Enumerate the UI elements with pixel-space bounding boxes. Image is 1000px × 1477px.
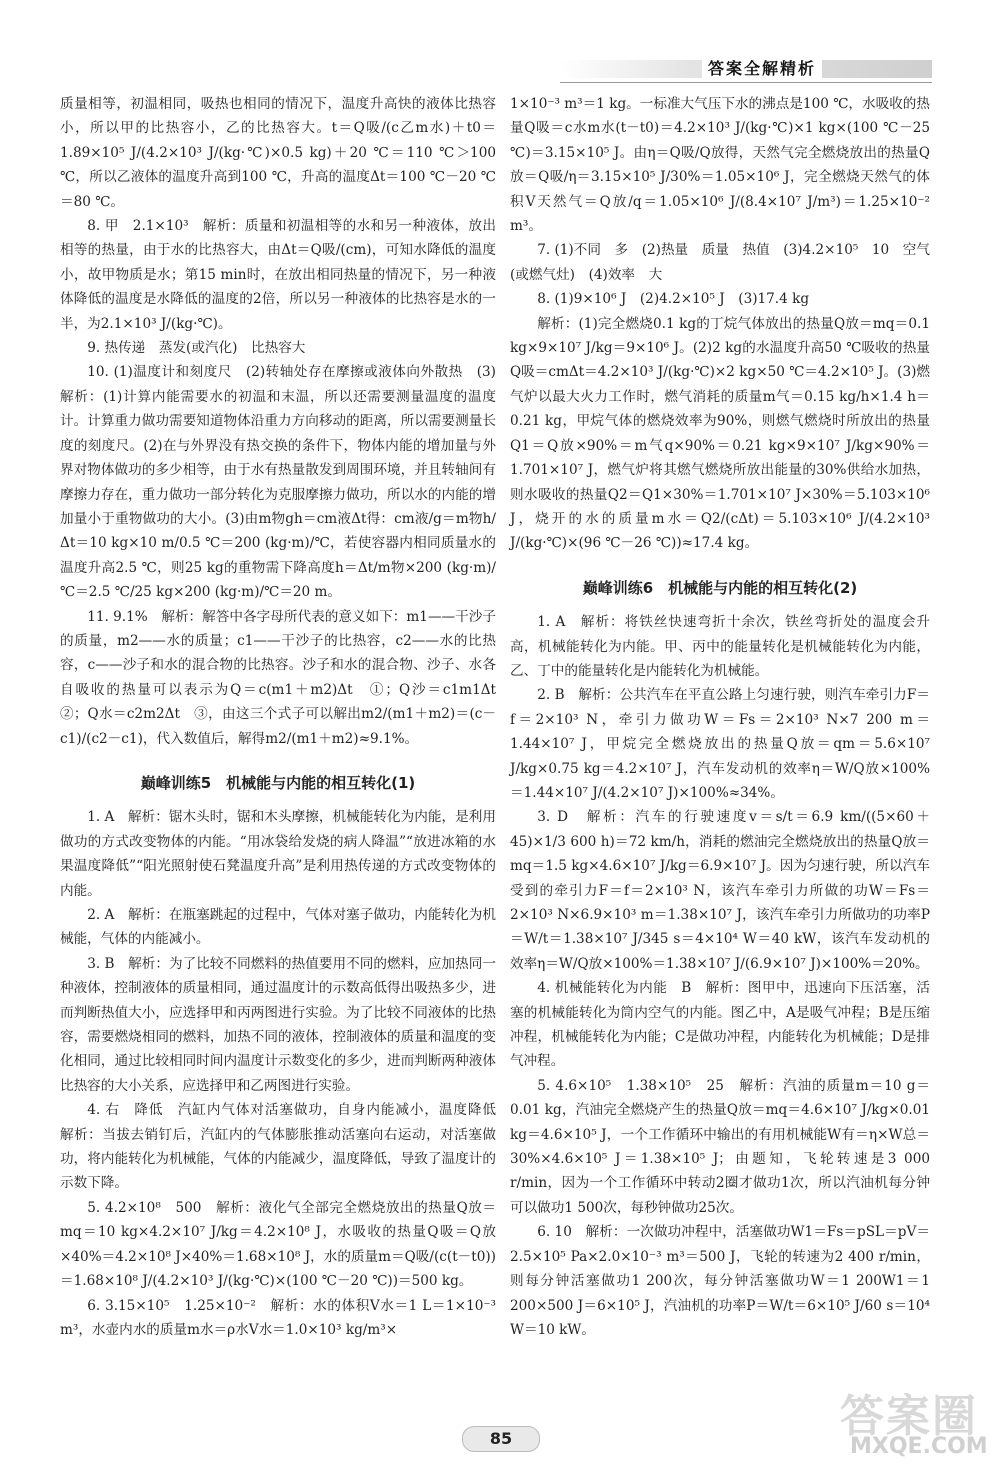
section-paragraph: 3. B 解析：为了比较不同燃料的热值要用不同的燃料，应加热同一种液体，控制液体的质量相同，通过温度计的示数高低得出吸热多少，进而判断热值大小，应选择甲和丙两图进行实验。为了比较不同液体的比热容，需要燃烧相同的燃料，加热不同的液体，控制液体的质量和温度的变化相同，通过比较相同时间内温度计示数变化的多少，进而判断两种液体比热容的大小关系，应选择甲和乙两图进行实验。: [60, 955, 496, 1094]
section-paragraph: 5. 4.6×10⁵ 1.38×10⁵ 25 解析：汽油的质量m＝10 g＝0.01 kg，汽油完全燃烧产生的热量Q放＝mq＝4.6×10⁷ J/kg×0.01 kg＝4.6×10⁵ J，一个工作循环中输出的有用机械能W有＝η×W总＝30%×4.6×10⁵ J＝1.38×10⁵ J；由题知，飞轮转速是3 000 r/min，因为一个工作循环中转动2圈才做功1次，所以汽油机每分钟可以做功1 500次，每秒钟做功25次。: [510, 1077, 930, 1216]
section-paragraph: 6. 10 解析：一次做功冲程中，活塞做功W1＝Fs＝pSL＝pV＝2.5×10⁵ Pa×2.0×10⁻³ m³＝500 J，飞轮的转速为2 400 r/min，则每分钟活塞做功1 200次，每分钟活塞做功W＝1 200W1＝1 200×500 J＝6×10⁵ J，汽油机的功率P＝W/t＝6×10⁵ J/60 s＝10⁴ W＝10 kW。: [510, 1224, 930, 1338]
section-paragraph: 3. D 解析：汽车的行驶速度v＝s/t＝6.9 km/((5×60＋45)×1/3 600 h)＝72 km/h，消耗的燃油完全燃烧放出的热量Q放＝mq＝1.5 kg×4.6×10⁷ J/kg＝6.9×10⁷ J。因为匀速行驶，所以汽车受到的牵引力F＝f＝2×10³ N，该汽车牵引力所做的功W＝Fs＝2×10³ N×6.9×10³ m＝1.38×10⁷ J，该汽车牵引力所做功的功率P＝W/t＝1.38×10⁷ J/345 s＝4×10⁴ W＝40 kW，该汽车发动机的效率η＝W/Q放×100%＝1.38×10⁷ J/(6.9×10⁷ J)×100%＝20%。: [510, 809, 930, 972]
section-paragraph: 1. A 解析：锯木头时，锯和木头摩擦，机械能转化为内能，是利用做功的方式改变物体的内能。“用冰袋给发烧的病人降温”“放进冰箱的水果温度降低”“阳光照射使石凳温度升高”是利用热传递的方式改变物体的内能。: [60, 809, 496, 899]
left-paragraph: 10. (1)温度计和刻度尺 (2)转轴处存在摩擦或液体向外散热 (3) 解析：(1)计算内能需要水的初温和末温，所以还需要测量温度的温度计。计算重力做功需要知道物体沿重力方向移动的距离，所以需要测量长度的刻度尺。(2)在与外界没有热交换的条件下，物体内能的增加量与外界对物体做功的多少相等，由于水有热量散发到周围环境，并且转轴间有摩擦力存在，重力做功一部分转化为克服摩擦力做功，所以水的内能的增加量小于重物做功的大小。(3)由m物gh＝cm液Δt得：cm液/g＝m物h/Δt＝10 kg×10 m/0.5 ℃＝200 (kg·m)/℃，若使容器内相同质量水的温度升高2.5 ℃，则25 kg的重物需下降高度h＝Δt/m物×200 (kg·m)/℃＝2.5 ℃/25 kg×200 (kg·m)/℃＝20 m。: [60, 364, 510, 601]
watermark-url: MXQE.COM: [850, 1434, 988, 1459]
page-number: 85: [462, 1426, 540, 1452]
header-title: 答案全解精析: [702, 56, 822, 79]
section-title: 巅峰训练6 机械能与内能的相互转化(2): [582, 578, 858, 597]
section-paragraph: 4. 右 降低 汽缸内气体对活塞做功，自身内能减小，温度降低 解析：当拔去销钉后，汽缸内的气体膨胀推动活塞向右运动，对活塞做功，将内能转化为机械能，气体的内能减少，温度降低，导致了温度计的示数下降。: [60, 1102, 510, 1192]
section-paragraph: 4. 机械能转化为内能 B 解析：图甲中，迅速向下压活塞，活塞的机械能转化为筒内空气的内能。图乙中，A是吸气冲程；B是压缩冲程，机械能转化为内能；C是做功冲程，内能转化为机械能；D是排气冲程。: [510, 980, 930, 1070]
section-paragraph: 2. B 解析：公共汽车在平直公路上匀速行驶，则汽车牵引力F＝f＝2×10³ N，牵引力做功W＝Fs＝2×10³ N×7 200 m＝1.44×10⁷ J，甲烷完全燃烧放出的热量Q放＝qm＝5.6×10⁷ J/kg×0.75 kg＝4.2×10⁷ J，汽车发动机的效率η＝W/Q放×100%＝1.44×10⁷ J/(4.2×10⁷ J)×100%≈34%。: [510, 687, 930, 801]
section-paragraph: 2. A 解析：在瓶塞跳起的过程中，气体对塞子做功，内能转化为机械能，气体的内能减小。: [60, 907, 496, 948]
right-column: [510, 92, 930, 1342]
right-paragraph: 1×10⁻³ m³＝1 kg。一标准大气压下水的沸点是100 ℃，水吸收的热量Q吸＝c水m水(t－t0)＝4.2×10³ J/(kg·℃)×1 kg×(100 ℃－25 ℃)＝3.15×10⁵ J。由η＝Q吸/Q放得，天然气完全燃烧放出的热量Q放＝Q吸/η＝3.15×10⁵ J/30%＝1.05×10⁶ J，完全燃烧天然气的体积V天然气＝Q放/q＝1.05×10⁶ J/(8.4×10⁷ J/m³)＝1.25×10⁻² m³。: [510, 96, 930, 235]
left-paragraph: 9. 热传递 蒸发(或汽化) 比热容大: [87, 340, 306, 357]
section-paragraph: 1. A 解析：将铁丝快速弯折十余次，铁丝弯折处的温度会升高，机械能转化为内能。甲、丙中的能量转化是机械能转化为内能，乙、丁中的能量转化是内能转化为机械能。: [510, 614, 930, 679]
section-paragraph: 5. 4.2×10⁸ 500 解析：液化气全部完全燃烧放出的热量Q放＝mq＝10 kg×4.2×10⁷ J/kg＝4.2×10⁸ J，水吸收的热量Q吸＝Q放×40%＝4.2×10⁸ J×40%＝1.68×10⁸ J，水的质量m＝Q吸/(c(t－t0))＝1.68×10⁸ J/(4.2×10³ J/(kg·℃)×(100 ℃－20 ℃))＝500 kg。: [60, 1199, 496, 1290]
section-title: 巅峰训练5 机械能与内能的相互转化(1): [140, 773, 416, 792]
left-paragraph: 8. 甲 2.1×10³ 解析：质量和初温相等的水和另一种液体，放出相等的热量，由于水的比热容大，由Δt＝Q吸/(cm)，可知水降低的温度小，故甲物质是水；第15 min时，在放出相同热量的情况下，另一种液体降低的温度是水降低的温度的2倍，所以另一种液体的比热容是水的一半，为2.1×10³ J/(kg·℃)。: [60, 218, 496, 332]
left-paragraph: 11. 9.1% 解析：解答中各字母所代表的意义如下：m1——干沙子的质量，m2——水的质量；c1——干沙子的比热容，c2——水的比热容，c——沙子和水的混合物的比热容。沙子和水的混合物、沙子、水各自吸收的热量可以表示为Q＝c(m1＋m2)Δt ①；Q沙＝c1m1Δt ②；Q水＝c2m2Δt ③，由这三个式子可以解出m2/(m1＋m2)＝(c－c1)/(c2－c1)，代入数值后，解得m2/(m1＋m2)≈9.1%。: [60, 608, 510, 747]
left-column: [60, 92, 510, 1342]
right-paragraph: 8. (1)9×10⁶ J (2)4.2×10⁵ J (3)17.4 kg: [537, 291, 810, 308]
page-header: [560, 48, 932, 88]
left-paragraph: 质量相等，初温相同，吸热也相同的情况下，温度升高快的液体比热容小，所以甲的比热容小，乙的比热容大。t＝Q吸/(c乙m水)＋t0＝1.89×10⁵ J/(4.2×10³ J/(kg·℃)×0.5 kg)＋20 ℃＝110 ℃＞100 ℃，所以乙液体的温度升高到100 ℃，升高的温度Δt＝100 ℃－20 ℃＝80 ℃。: [60, 96, 496, 210]
watermark-logo-text: 答案圈: [840, 1391, 978, 1442]
right-paragraph: 解析：(1)完全燃烧0.1 kg的丁烷气体放出的热量Q放＝mq＝0.1 kg×9×10⁷ J/kg＝9×10⁶ J。(2)2 kg的水温度升高50 ℃吸收的热量Q吸＝cmΔt＝4.2×10³ J/(kg·℃)×2 kg×50 ℃＝4.2×10⁵ J。(3)燃气炉以最大火力工作时，燃气消耗的质量m气＝0.15 kg/h×1.4 h＝0.21 kg，甲烷气体的燃烧效率为90%，则燃气燃烧时所放出的热量Q1＝Q放×90%＝m气q×90%＝0.21 kg×9×10⁷ J/kg×90%＝1.701×10⁷ J，燃气炉将其燃气燃烧所放出能量的30%供给水加热，则水吸收的热量Q2＝Q1×30%＝1.701×10⁷ J×30%＝5.103×10⁶ J，烧开的水的质量m水＝Q2/(cΔt)＝5.103×10⁶ J/(4.2×10³ J/(kg·℃)×(96 ℃－26 ℃))≈17.4 kg。: [510, 315, 930, 552]
watermark-logo: [840, 1380, 990, 1470]
right-paragraph: 7. (1)不同 多 (2)热量 质量 热值 (3)4.2×10⁵ 10 空气(或燃气灶) (4)效率 大: [510, 242, 930, 283]
header-rule: [560, 82, 932, 83]
section-paragraph: 6. 3.15×10⁵ 1.25×10⁻² 解析：水的体积V水＝1 L＝1×10⁻³ m³，水壶内水的质量m水＝ρ水V水＝1.0×10³ kg/m³×: [60, 1297, 496, 1338]
